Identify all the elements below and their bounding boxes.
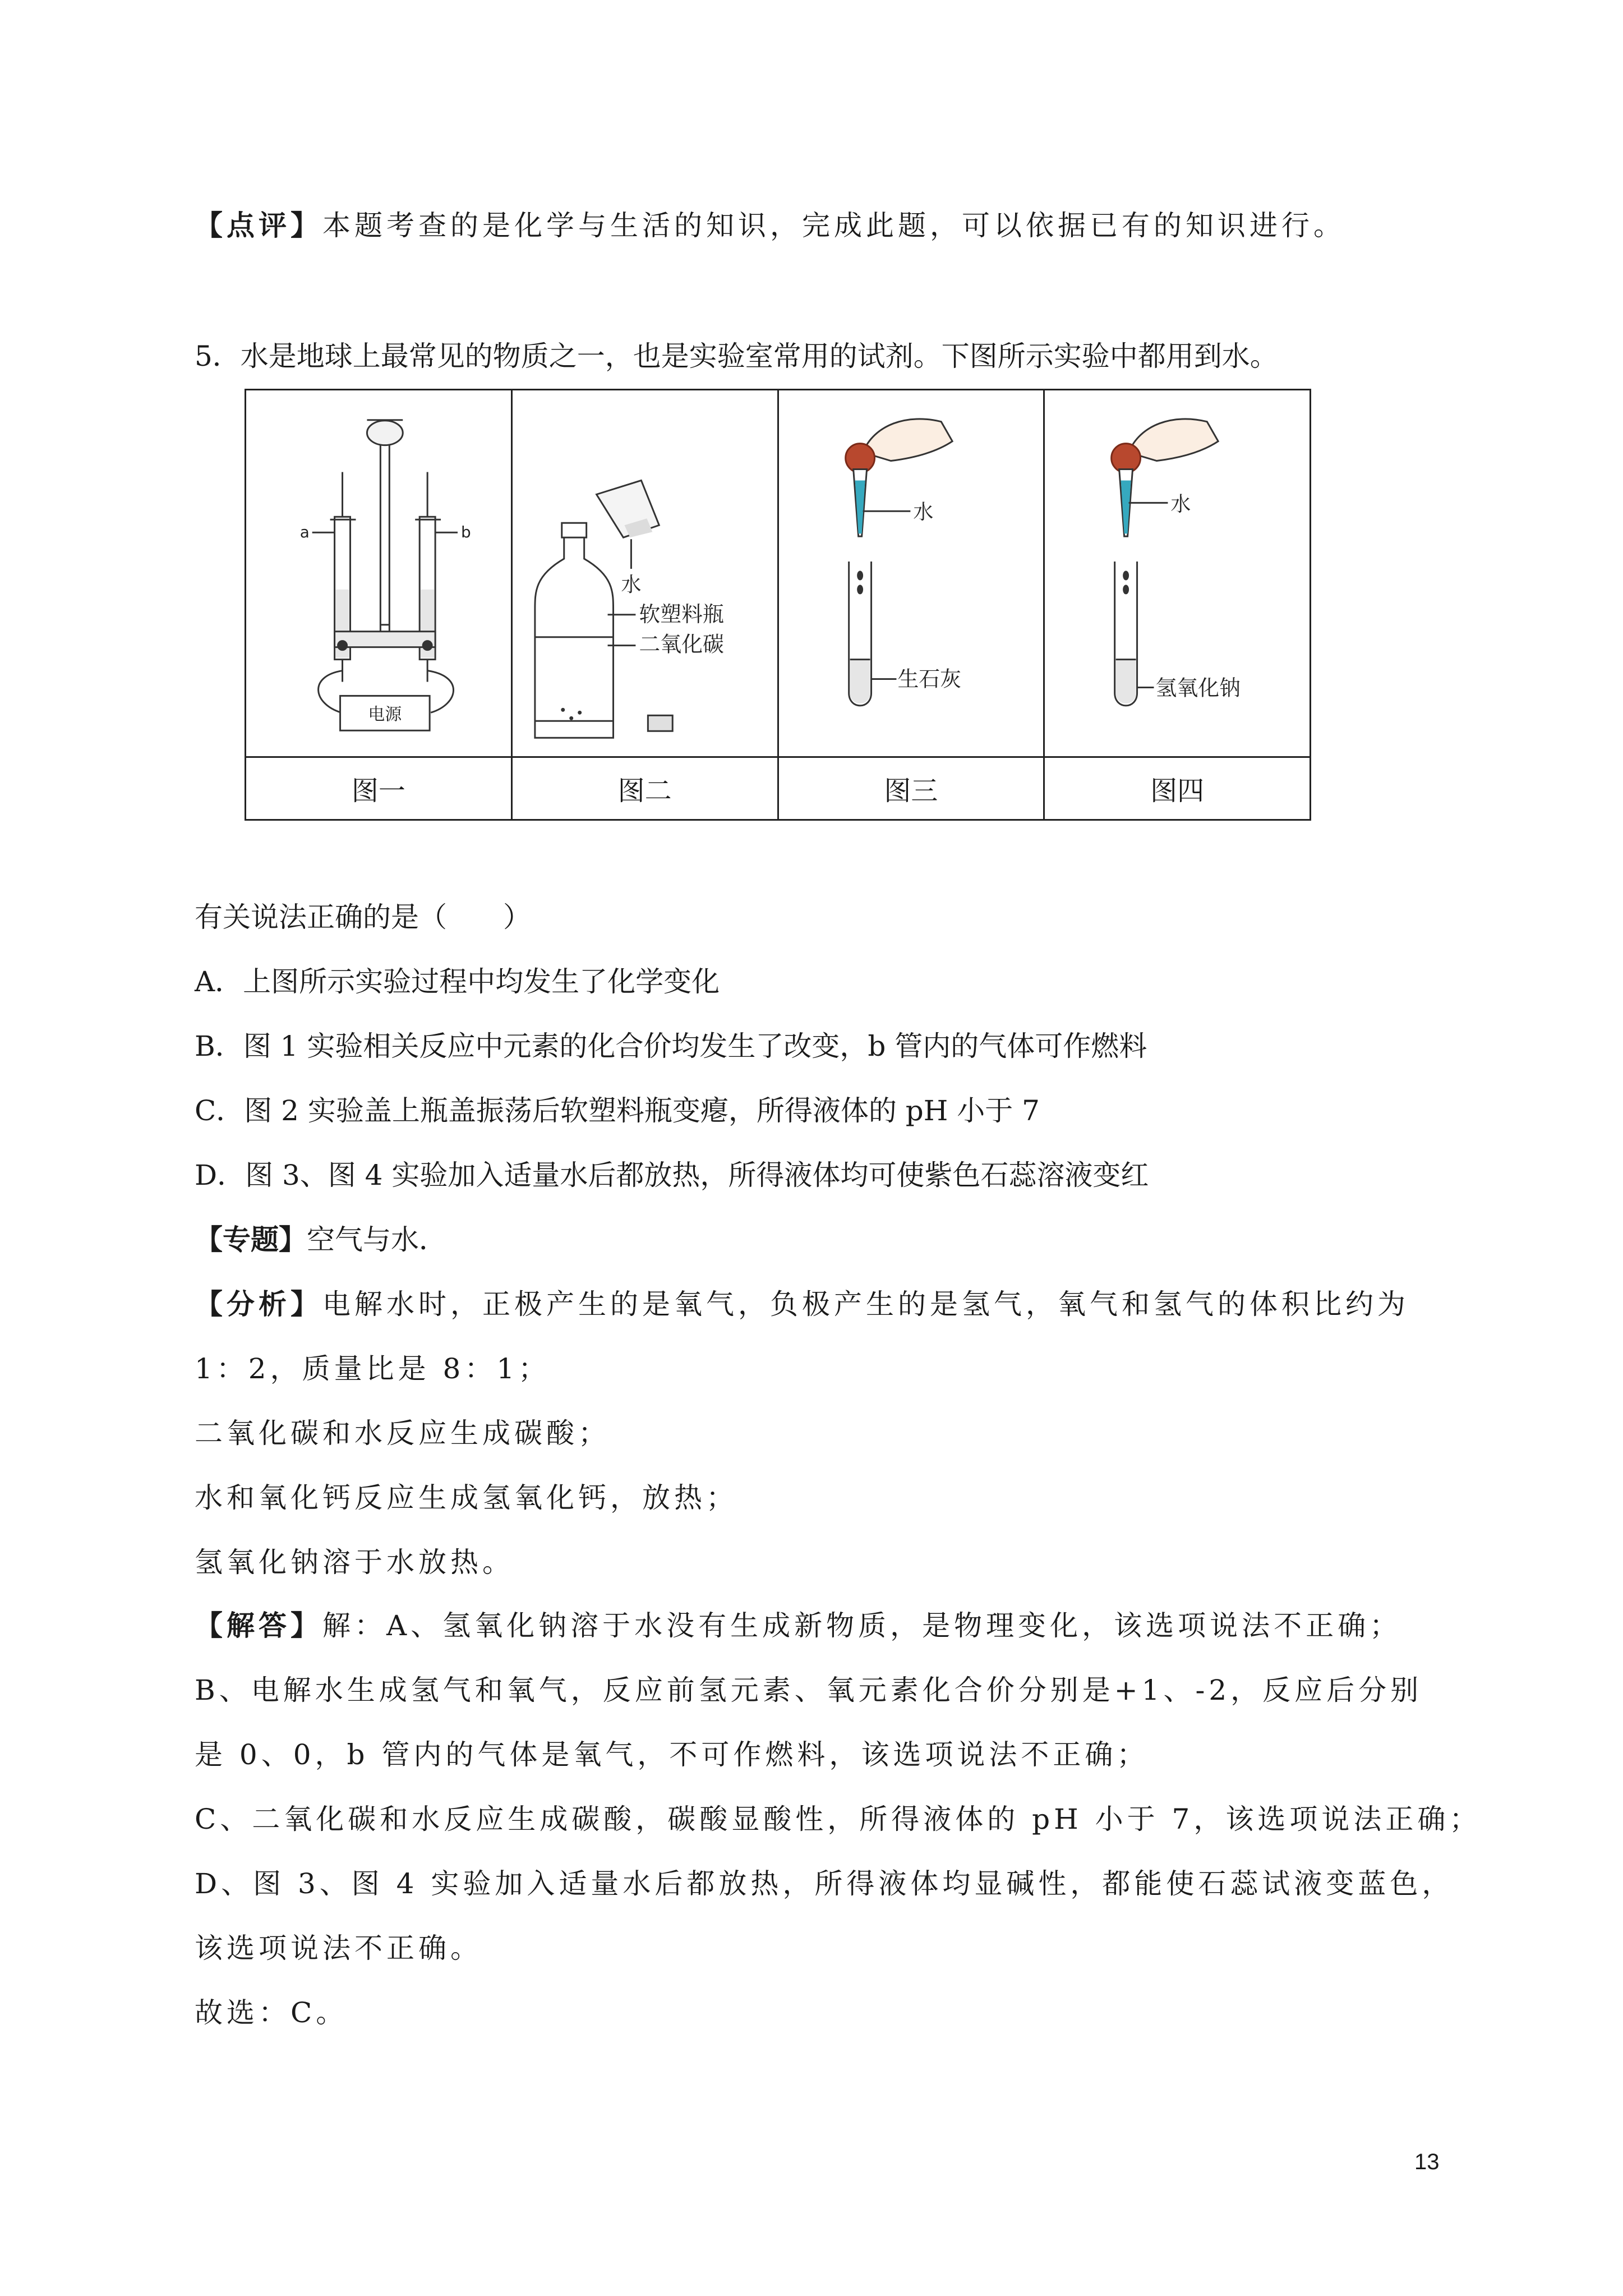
co2-label: 二氧化碳 [639,632,724,657]
water-label: 水 [1170,493,1191,516]
answer-line-5: D、图 3、图 4 实验加入适量水后都放热，所得液体均显碱性，都能使石蕊试液变蓝色， [195,1867,1454,1900]
figure-4-cell [1044,390,1311,757]
answer-line-3: 是 0、0，b 管内的气体是氧气，不可作燃料，该选项说法不正确； [195,1738,1149,1771]
topic-text: 空气与水． [307,1223,447,1256]
figure-3-cell [778,390,1044,757]
analysis-line-5: 氢氧化钠溶于水放热。 [195,1546,514,1579]
answer-line-4: C、二氧化碳和水反应生成碳酸，碳酸显酸性，所得液体的 pH 小于 7，该选项说法正确； [195,1803,1482,1835]
option-d: D．图 3、图 4 实验加入适量水后都放热，所得液体均可使紫色石蕊溶液变红 [195,1159,1149,1191]
analysis-line-4: 水和氧化钙反应生成氢氧化钙，放热； [195,1481,738,1514]
answer-line-7: 故选：C。 [195,1996,348,2029]
sodium-hydroxide-diagram [1045,390,1310,756]
quicklime-label: 生石灰 [897,666,961,692]
caption-fig2: 图二 [511,757,778,820]
answer-text-1: 解：A、氢氧化钠溶于水没有生成新物质，是物理变化，该选项说法不正确； [322,1609,1402,1642]
analysis-line-2: 1：2，质量比是 8：1； [195,1352,551,1385]
co2-bottle-diagram [513,390,777,756]
caption-fig4: 图四 [1044,757,1311,820]
quicklime-diagram [779,390,1044,756]
soft-bottle-label: 软塑料瓶 [639,601,724,627]
caption-fig3: 图三 [778,757,1044,820]
tube-a-label: a [299,523,310,542]
analysis-line-1 [195,1287,1409,1321]
answer-line-6: 该选项说法不正确。 [195,1932,482,1964]
caption-fig1: 图一 [246,757,512,820]
comment-line [195,209,1345,242]
option-a: A．上图所示实验过程中均发生了化学变化 [195,965,720,998]
option-b: B．图 1 实验相关反应中元素的化合价均发生了改变，b 管内的气体可作燃料 [195,1030,1147,1062]
answer-line-1 [195,1609,1401,1642]
answer-tag: 【解答】 [195,1609,322,1642]
question-prompt: 有关说法正确的是（ ） [195,901,531,933]
analysis-line-3: 二氧化碳和水反应生成碳酸； [195,1417,610,1450]
topic-tag: 【专题】 [195,1223,307,1256]
electrolysis-apparatus-diagram [246,390,511,756]
question-stem: 5．水是地球上最常见的物质之一，也是实验室常用的试剂。下图所示实验中都用到水。 [195,340,1278,372]
answer-line-2: B、电解水生成氢气和氧气，反应前氢元素、氧元素化合价分别是+1、-2，反应后分别 [195,1674,1423,1706]
figure-1-cell [246,390,512,757]
water-label: 水 [621,573,642,596]
page-number: 13 [1414,2150,1440,2174]
comment-tag: 【点评】 [195,209,322,242]
topic-line [195,1223,447,1257]
option-c: C．图 2 实验盖上瓶盖振荡后软塑料瓶变瘪，所得液体的 pH 小于 7 [195,1094,1040,1127]
figure-table [245,389,1311,821]
power-source-label: 电源 [368,705,402,725]
figure-2-cell [511,390,778,757]
water-label: 水 [912,500,933,524]
tube-b-label: b [460,523,471,542]
comment-text: 本题考查的是化学与生活的知识，完成此题，可以依据已有的知识进行。 [322,209,1345,242]
naoh-label: 氢氧化钠 [1155,675,1241,701]
analysis-text-1: 电解水时，正极产生的是氧气，负极产生的是氢气，氧气和氢气的体积比约为 [322,1288,1409,1320]
analysis-tag: 【分析】 [195,1287,322,1320]
